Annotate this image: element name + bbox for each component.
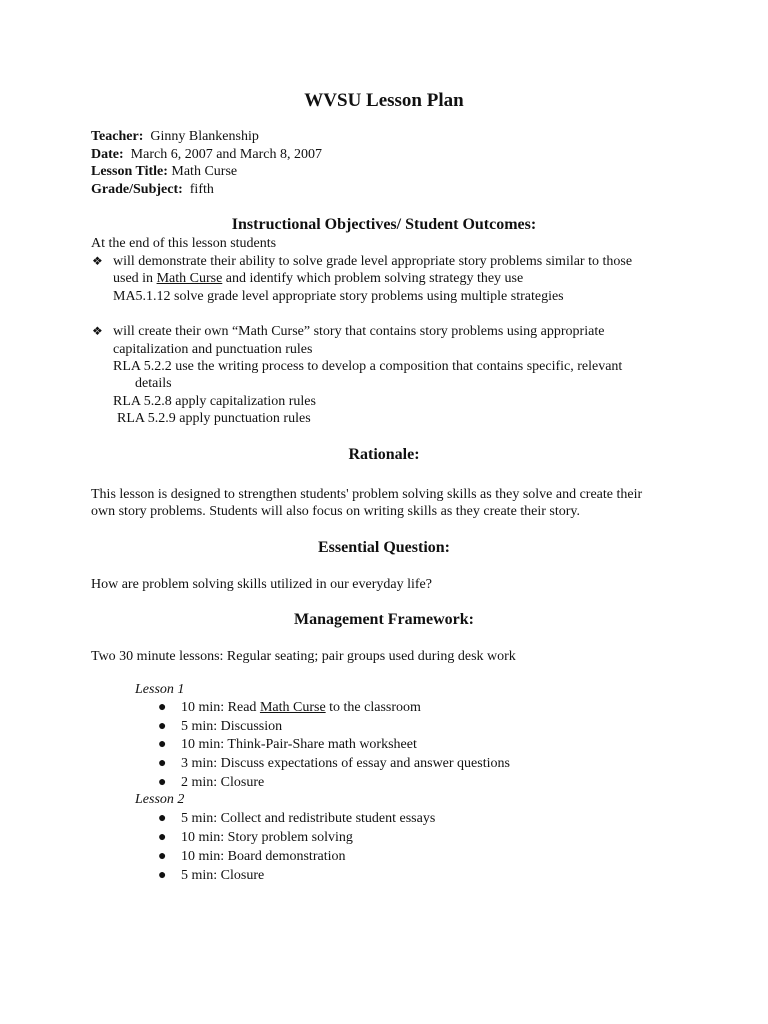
bullet-icon: ● — [158, 849, 167, 864]
objectives-heading: Instructional Objectives/ Student Outcomes: — [231, 216, 537, 233]
lesson-1-item-4: 3 min: Discuss expectations of essay and answer questions — [181, 756, 510, 771]
lesson-1-item-3: 10 min: Think-Pair-Share math worksheet — [181, 737, 417, 752]
bullet-icon: ● — [158, 719, 167, 734]
essential-question-heading: Essential Question: — [317, 539, 450, 556]
bullet-icon: ● — [158, 830, 167, 845]
essential-question-text: How are problem solving skills utilized in our everyday life? — [91, 577, 432, 592]
lesson-title-value: Math Curse — [171, 164, 238, 179]
lesson-2-item-3: 10 min: Board demonstration — [181, 849, 346, 864]
objective-1-text-end: and identify which problem solving strategy they use — [222, 271, 524, 286]
document-title: WVSU Lesson Plan — [304, 90, 464, 111]
management-heading: Management Framework: — [294, 611, 474, 628]
diamond-bullet-icon: ❖ — [92, 254, 103, 268]
lesson-2-item-4: 5 min: Closure — [181, 868, 265, 883]
grade-value: fifth — [189, 182, 214, 197]
lesson-1-item-1 — [181, 699, 421, 716]
book-title: Math Curse — [156, 271, 223, 286]
lesson-1-item-1-text: 10 min: Read — [181, 700, 260, 715]
rationale-line-2: own story problems. Students will also focus on writing skills as they create their story. — [91, 504, 581, 519]
bullet-icon: ● — [158, 700, 167, 715]
management-text: Two 30 minute lessons: Regular seating; pair groups used during desk work — [91, 649, 516, 664]
lesson-2-item-1: 5 min: Collect and redistribute student essays — [181, 811, 436, 826]
bullet-icon: ● — [158, 756, 167, 771]
lesson-1-item-1-text-end: to the classroom — [325, 700, 421, 715]
lesson-2-label: Lesson 2 — [135, 792, 185, 807]
objective-2-line-1: will create their own “Math Curse” story that contains story problems using appropriate — [113, 324, 605, 339]
diamond-bullet-icon: ❖ — [92, 324, 103, 338]
grade-label: Grade/Subject: — [91, 182, 183, 197]
objective-2-standard-3: RLA 5.2.9 apply punctuation rules — [117, 411, 311, 426]
rationale-line-1: This lesson is designed to strengthen students' problem solving skills as they solve and create their — [91, 487, 643, 502]
objective-1-text: used in — [113, 271, 157, 286]
teacher-label: Teacher: — [91, 129, 144, 144]
lesson-1-label: Lesson 1 — [135, 682, 185, 697]
lesson-2-item-2: 10 min: Story problem solving — [181, 830, 353, 845]
lesson-title-label: Lesson Title: — [91, 164, 168, 179]
teacher-value: Ginny Blankenship — [150, 129, 259, 144]
meta-teacher — [91, 128, 259, 146]
bullet-icon: ● — [158, 868, 167, 883]
lesson-1-item-2: 5 min: Discussion — [181, 719, 283, 734]
meta-date — [91, 146, 322, 164]
objective-1-standard: MA5.1.12 solve grade level appropriate story problems using multiple strategies — [113, 289, 564, 304]
objectives-intro: At the end of this lesson students — [91, 236, 277, 251]
bullet-icon: ● — [158, 775, 167, 790]
rationale-heading: Rationale: — [348, 446, 420, 463]
objective-2-standard-1-cont: details — [135, 376, 172, 391]
objective-2-standard-2: RLA 5.2.8 apply capitalization rules — [113, 394, 316, 409]
meta-grade — [91, 181, 214, 199]
book-title: Math Curse — [259, 700, 326, 715]
objective-1-line-1: will demonstrate their ability to solve grade level appropriate story problems similar to those — [113, 254, 633, 269]
bullet-icon: ● — [158, 811, 167, 826]
meta-lesson-title — [91, 163, 237, 181]
objective-2-line-2: capitalization and punctuation rules — [113, 342, 313, 357]
date-label: Date: — [91, 147, 124, 162]
bullet-icon: ● — [158, 737, 167, 752]
objective-2-standard-1: RLA 5.2.2 use the writing process to develop a composition that contains specific, relevant — [113, 359, 623, 374]
objective-1-line-2 — [113, 270, 523, 287]
date-value: March 6, 2007 and March 8, 2007 — [130, 147, 322, 162]
lesson-1-item-5: 2 min: Closure — [181, 775, 265, 790]
